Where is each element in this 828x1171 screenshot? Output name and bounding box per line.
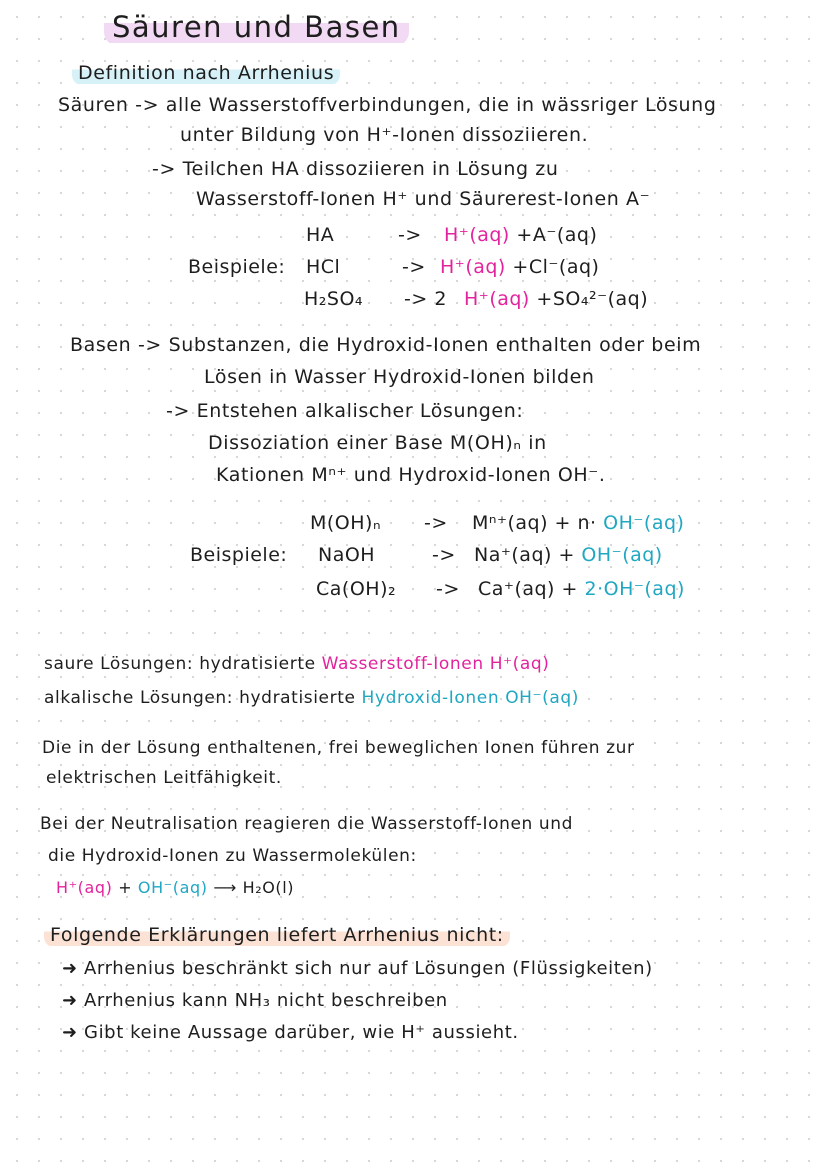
conductivity-line-1: Die in der Lösung enthaltenen, frei beweglichen Ionen führen zur: [42, 738, 635, 758]
acid-example-formula: HCl: [306, 256, 341, 278]
page-title: Säuren und Basen: [104, 8, 409, 46]
acid-example-rest: +Cl⁻(aq): [512, 256, 600, 278]
conductivity-line-2: elektrischen Leitfähigkeit.: [46, 768, 282, 788]
acids-line-3: -> Teilchen HA dissoziieren in Lösung zu: [152, 158, 559, 180]
alkaline-solution-label: alkalische Lösungen:: [44, 688, 234, 708]
arrow-right-icon: ➜: [62, 990, 78, 1011]
acid-example-arrow: ->: [402, 256, 426, 278]
neutralisation-equation: [56, 880, 294, 896]
neutralisation-plus: +: [118, 878, 133, 897]
bases-line-5: Kationen Mⁿ⁺ und Hydroxid-Ionen OH⁻.: [216, 464, 606, 486]
base-example-rest: Na⁺(aq) +: [474, 544, 575, 566]
base-example-formula: NaOH: [318, 544, 376, 566]
limits-item: [62, 960, 653, 978]
base-example-equation: [478, 580, 685, 599]
acid-example-rest: +SO₄²⁻(aq): [536, 288, 649, 310]
base-example-hydroxide-ion: 2·OH⁻(aq): [584, 578, 685, 600]
acids-line-1: Säuren -> alle Wasserstoffverbindungen, die in wässriger Lösung: [58, 94, 717, 116]
base-example-arrow: ->: [424, 512, 448, 534]
limits-item-text: Arrhenius kann NH₃ nicht beschreiben: [84, 990, 448, 1011]
base-example-equation: [472, 514, 684, 533]
neutralisation-line-1: Bei der Neutralisation reagieren die Wasserstoff-Ionen und: [40, 814, 574, 834]
base-example-arrow: ->: [436, 578, 460, 600]
acids-line-2: unter Bildung von H⁺-Ionen dissoziieren.: [180, 124, 589, 146]
neutralisation-hydrogen: H⁺(aq): [56, 878, 113, 897]
acid-example-hydrogen-ion: H⁺(aq): [464, 288, 530, 310]
acid-solution-colored: Wasserstoff-Ionen H⁺(aq): [321, 654, 550, 674]
bases-line-2: Lösen in Wasser Hydroxid-Ionen bilden: [204, 366, 595, 388]
acid-example-arrow: -> 2: [404, 288, 447, 310]
acid-example-equation: [444, 226, 597, 245]
arrow-right-icon: ➜: [62, 1022, 78, 1043]
acids-line-4: Wasserstoff-Ionen H⁺ und Säurerest-Ionen A⁻: [196, 188, 651, 210]
acid-solution-label: saure Lösungen:: [44, 654, 194, 674]
acids-examples-label: Beispiele:: [188, 256, 286, 278]
neutralisation-arrow: ⟶: [213, 878, 237, 897]
base-example-formula: M(OH)ₙ: [310, 512, 382, 534]
acid-solution-line: [44, 656, 550, 673]
definition-heading: [72, 64, 340, 83]
base-example-formula: Ca(OH)₂: [316, 578, 397, 600]
acid-example-rest: +A⁻(aq): [516, 224, 598, 246]
base-example-arrow: ->: [432, 544, 456, 566]
acid-example-formula: HA: [306, 224, 335, 246]
limits-item: [62, 1024, 519, 1042]
alkaline-solution-line: [44, 690, 579, 707]
acid-example-hydrogen-ion: H⁺(aq): [444, 224, 510, 246]
limits-item: [62, 992, 448, 1010]
bases-line-1: Basen -> Substanzen, die Hydroxid-Ionen enthalten oder beim: [70, 334, 702, 356]
alkaline-solution-colored: Hydroxid-Ionen OH⁻(aq): [361, 688, 580, 708]
arrow-right-icon: ➜: [62, 958, 78, 979]
acid-example-formula: H₂SO₄: [304, 288, 364, 310]
neutralisation-line-2: die Hydroxid-Ionen zu Wassermolekülen:: [48, 846, 417, 866]
base-example-equation: [474, 546, 663, 565]
limits-item-text: Gibt keine Aussage darüber, wie H⁺ aussieht.: [84, 1022, 519, 1043]
acid-example-equation: [464, 290, 648, 309]
bases-examples-label: Beispiele:: [190, 544, 288, 566]
bases-line-3: -> Entstehen alkalischer Lösungen:: [166, 400, 524, 422]
base-example-hydroxide-ion: OH⁻(aq): [581, 544, 663, 566]
alkaline-solution-text: hydratisierte: [239, 688, 356, 708]
definition-heading-text: Definition nach Arrhenius: [72, 61, 340, 85]
bases-line-4: Dissoziation einer Base M(OH)ₙ in: [208, 432, 547, 454]
acid-example-hydrogen-ion: H⁺(aq): [440, 256, 506, 278]
base-example-rest: Mⁿ⁺(aq) + n·: [472, 512, 597, 534]
acid-solution-text: hydratisierte: [199, 654, 316, 674]
acid-example-equation: [440, 258, 599, 277]
acid-example-arrow: ->: [398, 224, 422, 246]
neutralisation-product: H₂O(l): [242, 878, 295, 897]
limits-heading-text: Folgende Erklärungen liefert Arrhenius nicht:: [44, 923, 510, 947]
base-example-rest: Ca⁺(aq) +: [478, 578, 578, 600]
limits-heading: [44, 926, 510, 945]
base-example-hydroxide-ion: OH⁻(aq): [603, 512, 685, 534]
limits-item-text: Arrhenius beschränkt sich nur auf Lösungen (Flüssigkeiten): [84, 958, 653, 979]
neutralisation-hydroxide: OH⁻(aq): [137, 878, 208, 897]
